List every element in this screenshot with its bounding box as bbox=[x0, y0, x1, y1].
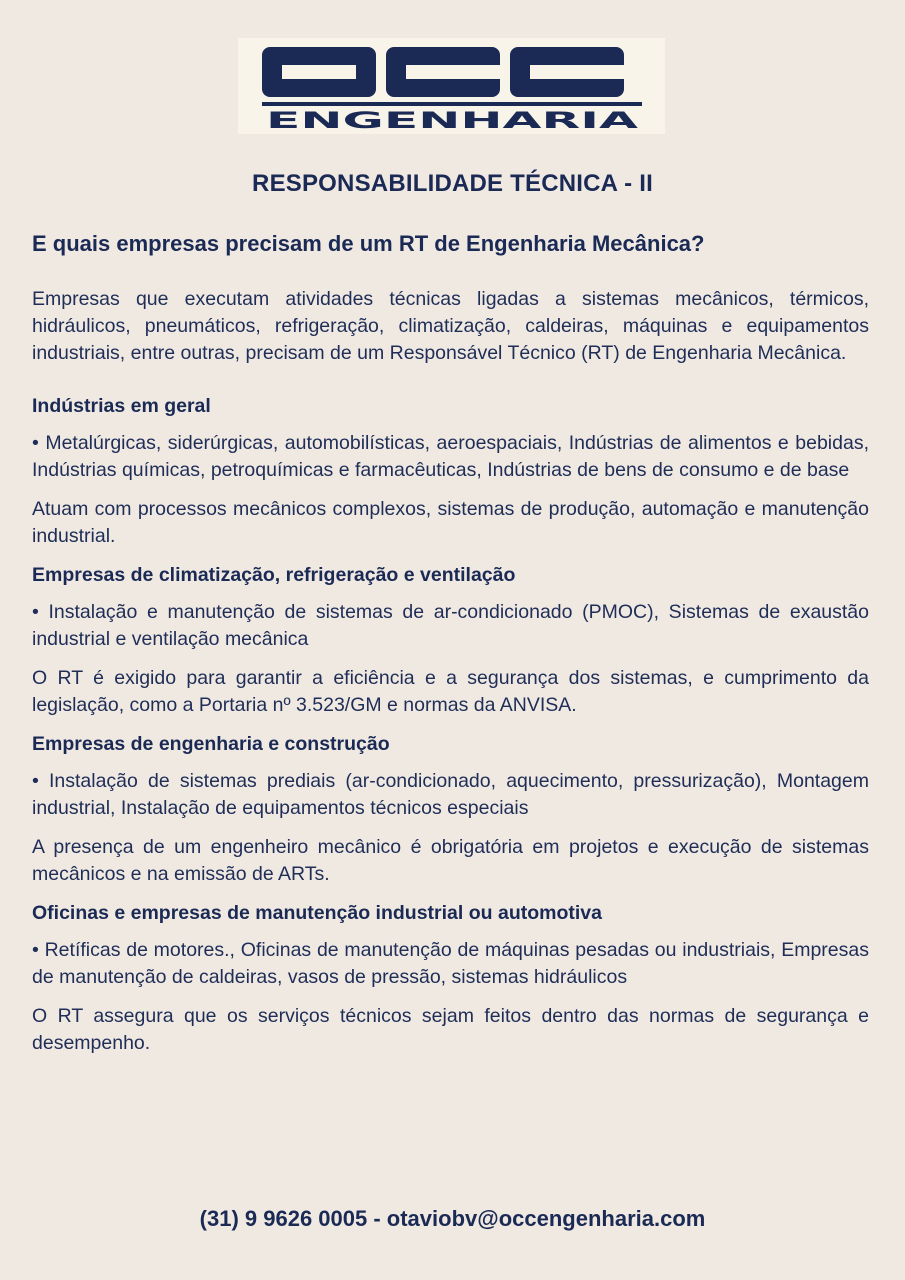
intro-paragraph: Empresas que executam atividades técnicas ligadas a sistemas mecânicos, térmicos, hidráulicos, pneumáticos, refrigeração, climatização, caldeiras, máquinas e equipamentos industriais, entre outras, precisam de um Responsável Técnico (RT) de Engenharia Mecânica. bbox=[32, 288, 869, 364]
question-heading: E quais empresas precisam de um RT de Engenharia Mecânica? bbox=[32, 231, 705, 256]
section-heading: Indústrias em geral bbox=[32, 395, 211, 417]
section-description: O RT é exigido para garantir a eficiência e a segurança dos sistemas, e cumprimento da legislação, como a Portaria nº 3.523/GM e normas da ANVISA. bbox=[32, 667, 869, 716]
section-description: Atuam com processos mecânicos complexos, sistemas de produção, automação e manutenção industrial. bbox=[32, 498, 869, 547]
section-engenharia-construcao bbox=[32, 731, 869, 888]
page-title: RESPONSABILIDADE TÉCNICA - II bbox=[252, 170, 653, 197]
section-description: A presença de um engenheiro mecânico é obrigatória em projetos e execução de sistemas mecânicos e na emissão de ARTs. bbox=[32, 836, 869, 885]
section-oficinas bbox=[32, 900, 869, 1057]
document-body bbox=[32, 230, 869, 1069]
section-heading: Empresas de climatização, refrigeração e ventilação bbox=[32, 564, 516, 586]
section-bullet: • Retíficas de motores., Oficinas de manutenção de máquinas pesadas ou industriais, Empresas de manutenção de caldeiras, vasos de pressão, sistemas hidráulicos bbox=[32, 939, 869, 988]
occ-engenharia-logo bbox=[238, 38, 665, 134]
company-logo bbox=[238, 38, 665, 134]
section-climatizacao bbox=[32, 562, 869, 719]
section-heading: Oficinas e empresas de manutenção industrial ou automotiva bbox=[32, 902, 602, 924]
section-industrias bbox=[32, 393, 869, 550]
svg-text:ENGENHARIA: ENGENHARIA bbox=[266, 109, 638, 134]
section-bullet: • Metalúrgicas, siderúrgicas, automobilísticas, aeroespaciais, Indústrias de alimentos e bebidas, Indústrias químicas, petroquímicas e farmacêuticas, Indústrias de bens de consumo e de base bbox=[32, 432, 869, 481]
section-bullet: • Instalação e manutenção de sistemas de ar-condicionado (PMOC), Sistemas de exaustão industrial e ventilação mecânica bbox=[32, 601, 869, 650]
section-heading: Empresas de engenharia e construção bbox=[32, 733, 390, 755]
section-bullet: • Instalação de sistemas prediais (ar-condicionado, aquecimento, pressurização), Montagem industrial, Instalação de equipamentos técnicos especiais bbox=[32, 770, 869, 819]
contact-footer: (31) 9 9626 0005 - otaviobv@occengenharia.com bbox=[199, 1206, 706, 1231]
section-description: O RT assegura que os serviços técnicos sejam feitos dentro das normas de segurança e desempenho. bbox=[32, 1005, 869, 1054]
